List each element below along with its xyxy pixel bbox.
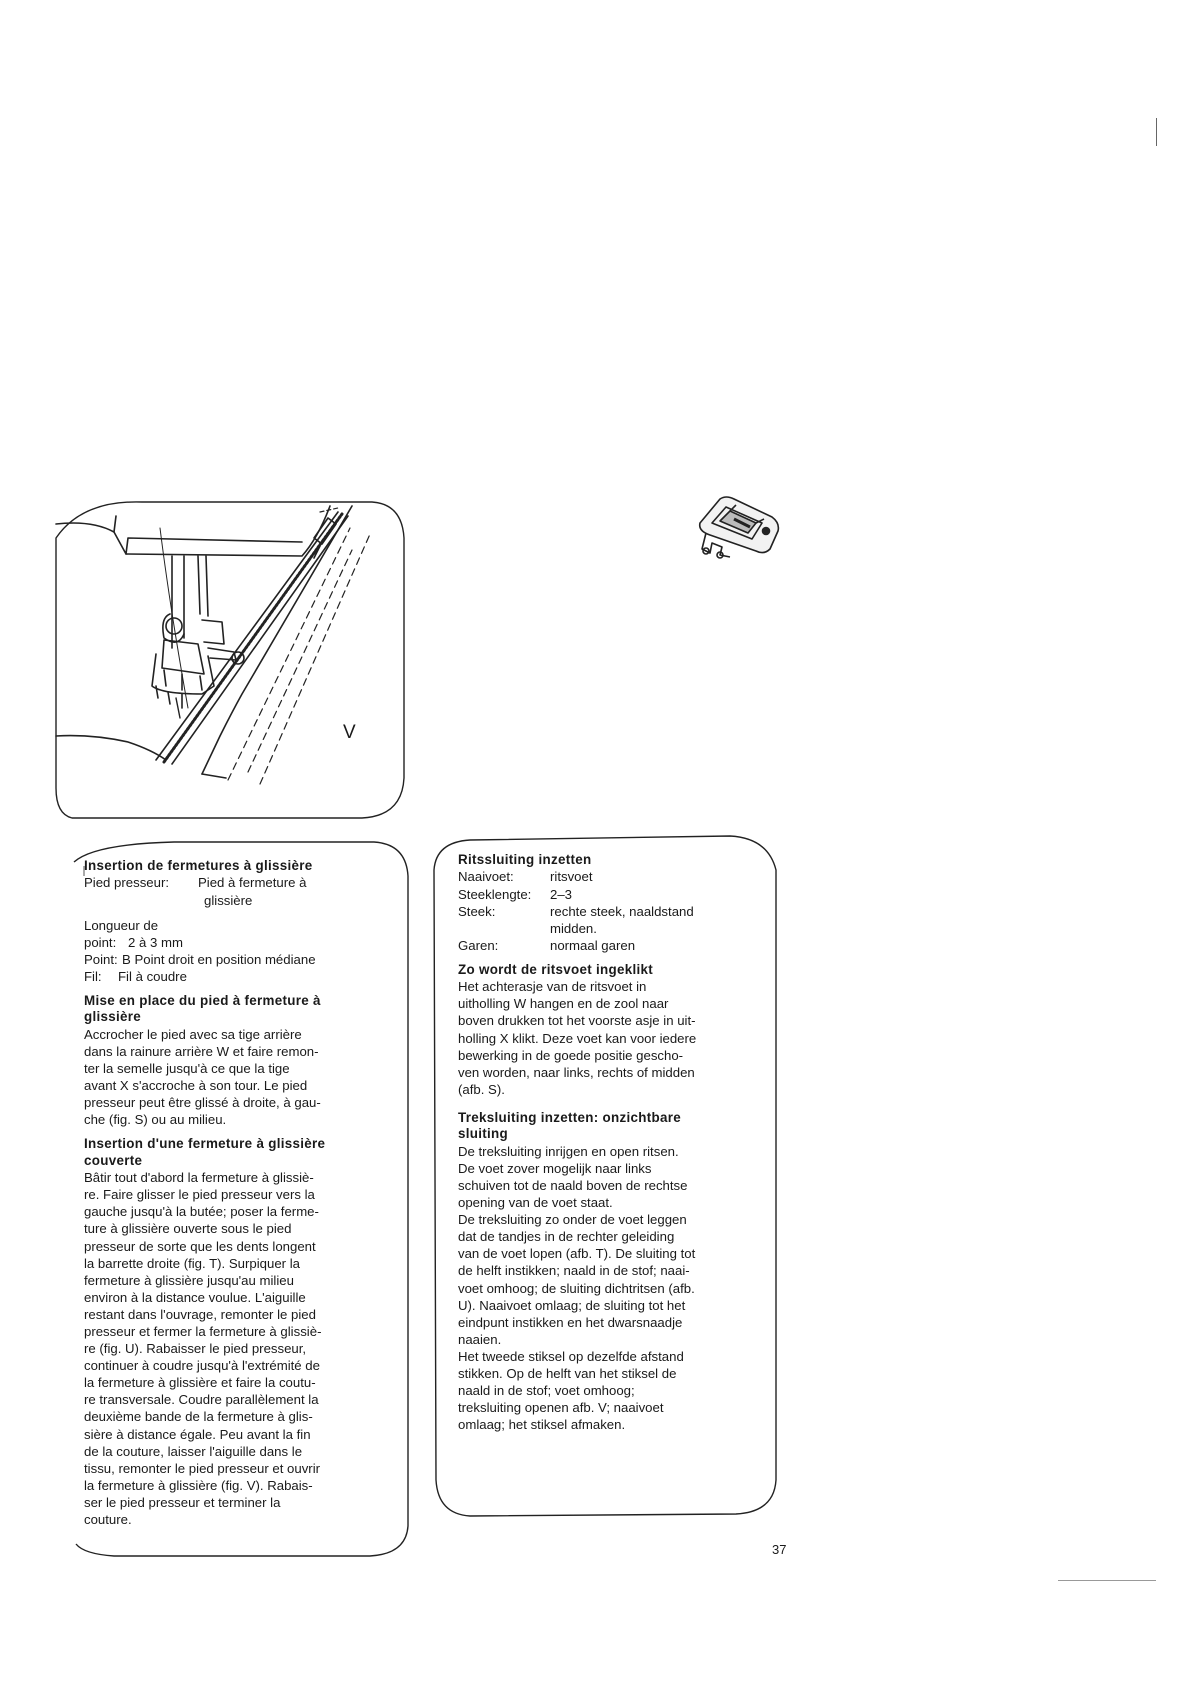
spacer — [84, 985, 404, 993]
dutch-section1-heading: Zo wordt de ritsvoet ingeklikt — [458, 961, 654, 977]
text-line: deuxième bande de la fermeture à glis- — [84, 1409, 313, 1425]
text-line: Het tweede stiksel op dezelfde afstand — [458, 1348, 684, 1364]
zipper-foot-icon — [690, 493, 786, 563]
text-line: re transversale. Coudre parallèlement la — [84, 1392, 319, 1408]
spacer — [458, 954, 778, 962]
spec-key: Naaivoet: — [458, 869, 514, 885]
text-line: De treksluiting zo onder de voet leggen — [458, 1212, 687, 1228]
french-title: Insertion de fermetures à glissière — [84, 858, 313, 873]
text-line: omlaag; het stiksel afmaken. — [458, 1417, 626, 1433]
spec-foot — [458, 868, 778, 885]
text-line: re. Faire glisser le pied presseur vers la — [84, 1187, 315, 1203]
spec-stitch-length — [84, 934, 404, 951]
text-line: re (fig. U). Rabaisser le pied presseur, — [84, 1341, 307, 1357]
text-line: couture. — [84, 1512, 132, 1528]
text-line: ven worden, naar links, rechts of midden — [458, 1064, 695, 1080]
text-line: presseur peut être glissé à droite, à gau- — [84, 1095, 321, 1111]
text-line: De treksluiting inrijgen en open ritsen. — [458, 1143, 679, 1159]
spec-stitch-length — [458, 886, 778, 903]
spec-thread — [84, 968, 404, 985]
dutch-instructions-panel — [430, 830, 788, 1522]
text-line: che (fig. S) ou au milieu. — [84, 1112, 227, 1128]
text-line: fermeture à glissière jusqu'au milieu — [84, 1272, 294, 1288]
spec-thread — [458, 937, 778, 954]
text-line: dat de tandjes in de rechter geleiding — [458, 1229, 675, 1245]
french-section2-heading: Insertion d'une fermeture à glissière — [84, 1136, 326, 1152]
spec-value-cont: glissière — [204, 892, 253, 908]
spec-stitch-cont — [458, 920, 778, 937]
text-line: van de voet lopen (afb. T). De sluiting tot — [458, 1246, 696, 1262]
spec-presser-foot-cont — [84, 892, 404, 909]
text-line: holling X klikt. Deze voet kan voor iedere — [458, 1030, 697, 1046]
text-line: treksluiting openen afb. V; naaivoet — [458, 1400, 664, 1416]
spacer — [458, 1098, 778, 1110]
dutch-section2-heading-cont: sluiting — [458, 1126, 509, 1142]
text-line: stikken. Op de helft van het stiksel de — [458, 1365, 677, 1381]
french-text — [84, 858, 404, 1528]
text-line: boven drukken tot het voorste asje in uit- — [458, 1013, 696, 1029]
dutch-title: Ritssluiting inzetten — [458, 852, 592, 867]
text-line: sière à distance égale. Peu avant la fin — [84, 1426, 311, 1442]
text-line: bewerking in de goede positie gescho- — [458, 1047, 684, 1063]
figure-v-illustration — [52, 498, 407, 822]
text-line: schuiven tot de naald boven de rechtse — [458, 1177, 688, 1193]
spec-value-cont: midden. — [550, 920, 597, 936]
spec-key: Pied presseur: — [84, 875, 170, 891]
spec-stitch — [458, 903, 778, 920]
spec-value: 2 à 3 mm — [128, 934, 183, 950]
text-line: continuer à coudre jusqu'à l'extrémité de — [84, 1358, 320, 1374]
text-line: Accrocher le pied avec sa tige arrière — [84, 1026, 302, 1042]
spec-key: Garen: — [458, 937, 499, 953]
text-line: gauche jusqu'à la butée; poser la ferme- — [84, 1204, 319, 1220]
spec-key: Fil: — [84, 968, 102, 984]
spec-key: point: — [84, 934, 117, 950]
spacer — [84, 1128, 404, 1136]
text-line: Het achterasje van de ritsvoet in — [458, 979, 647, 995]
spec-value: Pied à fermeture à — [198, 875, 307, 891]
page-number: 37 — [772, 1542, 787, 1557]
spec-stitch — [84, 951, 404, 968]
text-line: avant X s'accroche à son tour. Le pied — [84, 1078, 308, 1094]
spec-stitch-length-key: Longueur de — [84, 917, 159, 933]
text-line: de la couture, laisser l'aiguille dans le — [84, 1443, 303, 1459]
text-line: presseur de sorte que les dents longent — [84, 1238, 316, 1254]
spec-value: 2–3 — [550, 886, 573, 902]
french-section2-heading-cont: couverte — [84, 1152, 143, 1168]
french-section1-heading-cont: glissière — [84, 1009, 142, 1025]
text-line: la barrette droite (fig. T). Surpiquer la — [84, 1255, 300, 1271]
spec-spacer — [458, 920, 550, 937]
text-line: de helft instikken; naald in de stof; naai- — [458, 1263, 690, 1279]
text-line: U). Naaivoet omlaag; de sluiting tot het — [458, 1297, 686, 1313]
text-line: opening van de voet staat. — [458, 1195, 613, 1211]
spec-key: Steeklengte: — [458, 886, 532, 902]
spec-value: B Point droit en position médiane — [122, 951, 316, 967]
scan-mark-bottom-right — [1058, 1580, 1156, 1581]
spec-value: Fil à coudre — [118, 968, 187, 984]
spec-value: ritsvoet — [550, 869, 593, 885]
french-instructions-panel — [54, 836, 420, 1562]
spec-value: rechte steek, naaldstand — [550, 903, 694, 919]
text-line: ser le pied presseur et terminer la — [84, 1494, 281, 1510]
text-line: De voet zover mogelijk naar links — [458, 1160, 652, 1176]
dutch-text — [458, 852, 778, 1433]
text-line: tissu, remonter le pied presseur et ouvrir — [84, 1460, 321, 1476]
text-line: environ à la distance voulue. L'aiguille — [84, 1289, 306, 1305]
spec-key: Steek: — [458, 903, 496, 919]
spec-key: Point: — [84, 951, 118, 967]
french-section1-heading: Mise en place du pied à fermeture à — [84, 992, 321, 1008]
text-line: la fermeture à glissière et faire la coutu- — [84, 1375, 316, 1391]
spacer — [84, 909, 404, 917]
text-line: naald in de stof; voet omhoog; — [458, 1383, 635, 1399]
spec-spacer — [84, 892, 204, 909]
text-line: dans la rainure arrière W et faire remon- — [84, 1043, 319, 1059]
dutch-section2-heading: Treksluiting inzetten: onzichtbare — [458, 1109, 681, 1125]
scan-mark-top-right — [1156, 118, 1157, 146]
text-line: ture à glissière ouverte sous le pied — [84, 1221, 292, 1237]
text-line: eindpunt instikken en het dwarsnaadje — [458, 1314, 683, 1330]
text-line: uitholling W hangen en de zool naar — [458, 996, 669, 1012]
spec-value: normaal garen — [550, 937, 636, 953]
text-line: presseur et fermer la fermeture à glissiè- — [84, 1324, 322, 1339]
text-line: naaien. — [458, 1331, 502, 1347]
figure-label: V — [343, 722, 356, 743]
text-line: voet omhoog; de sluiting dichtritsen (afb. — [458, 1280, 695, 1296]
spec-presser-foot — [84, 874, 404, 891]
figure-v-drawing — [52, 498, 407, 822]
text-line: Bâtir tout d'abord la fermeture à glissiè- — [84, 1170, 314, 1186]
text-line: ter la semelle jusqu'à ce que la tige — [84, 1060, 290, 1076]
text-line: restant dans l'ouvrage, remonter le pied — [84, 1306, 316, 1322]
text-line: la fermeture à glissière (fig. V). Rabais- — [84, 1477, 313, 1493]
text-line: (afb. S). — [458, 1081, 505, 1097]
